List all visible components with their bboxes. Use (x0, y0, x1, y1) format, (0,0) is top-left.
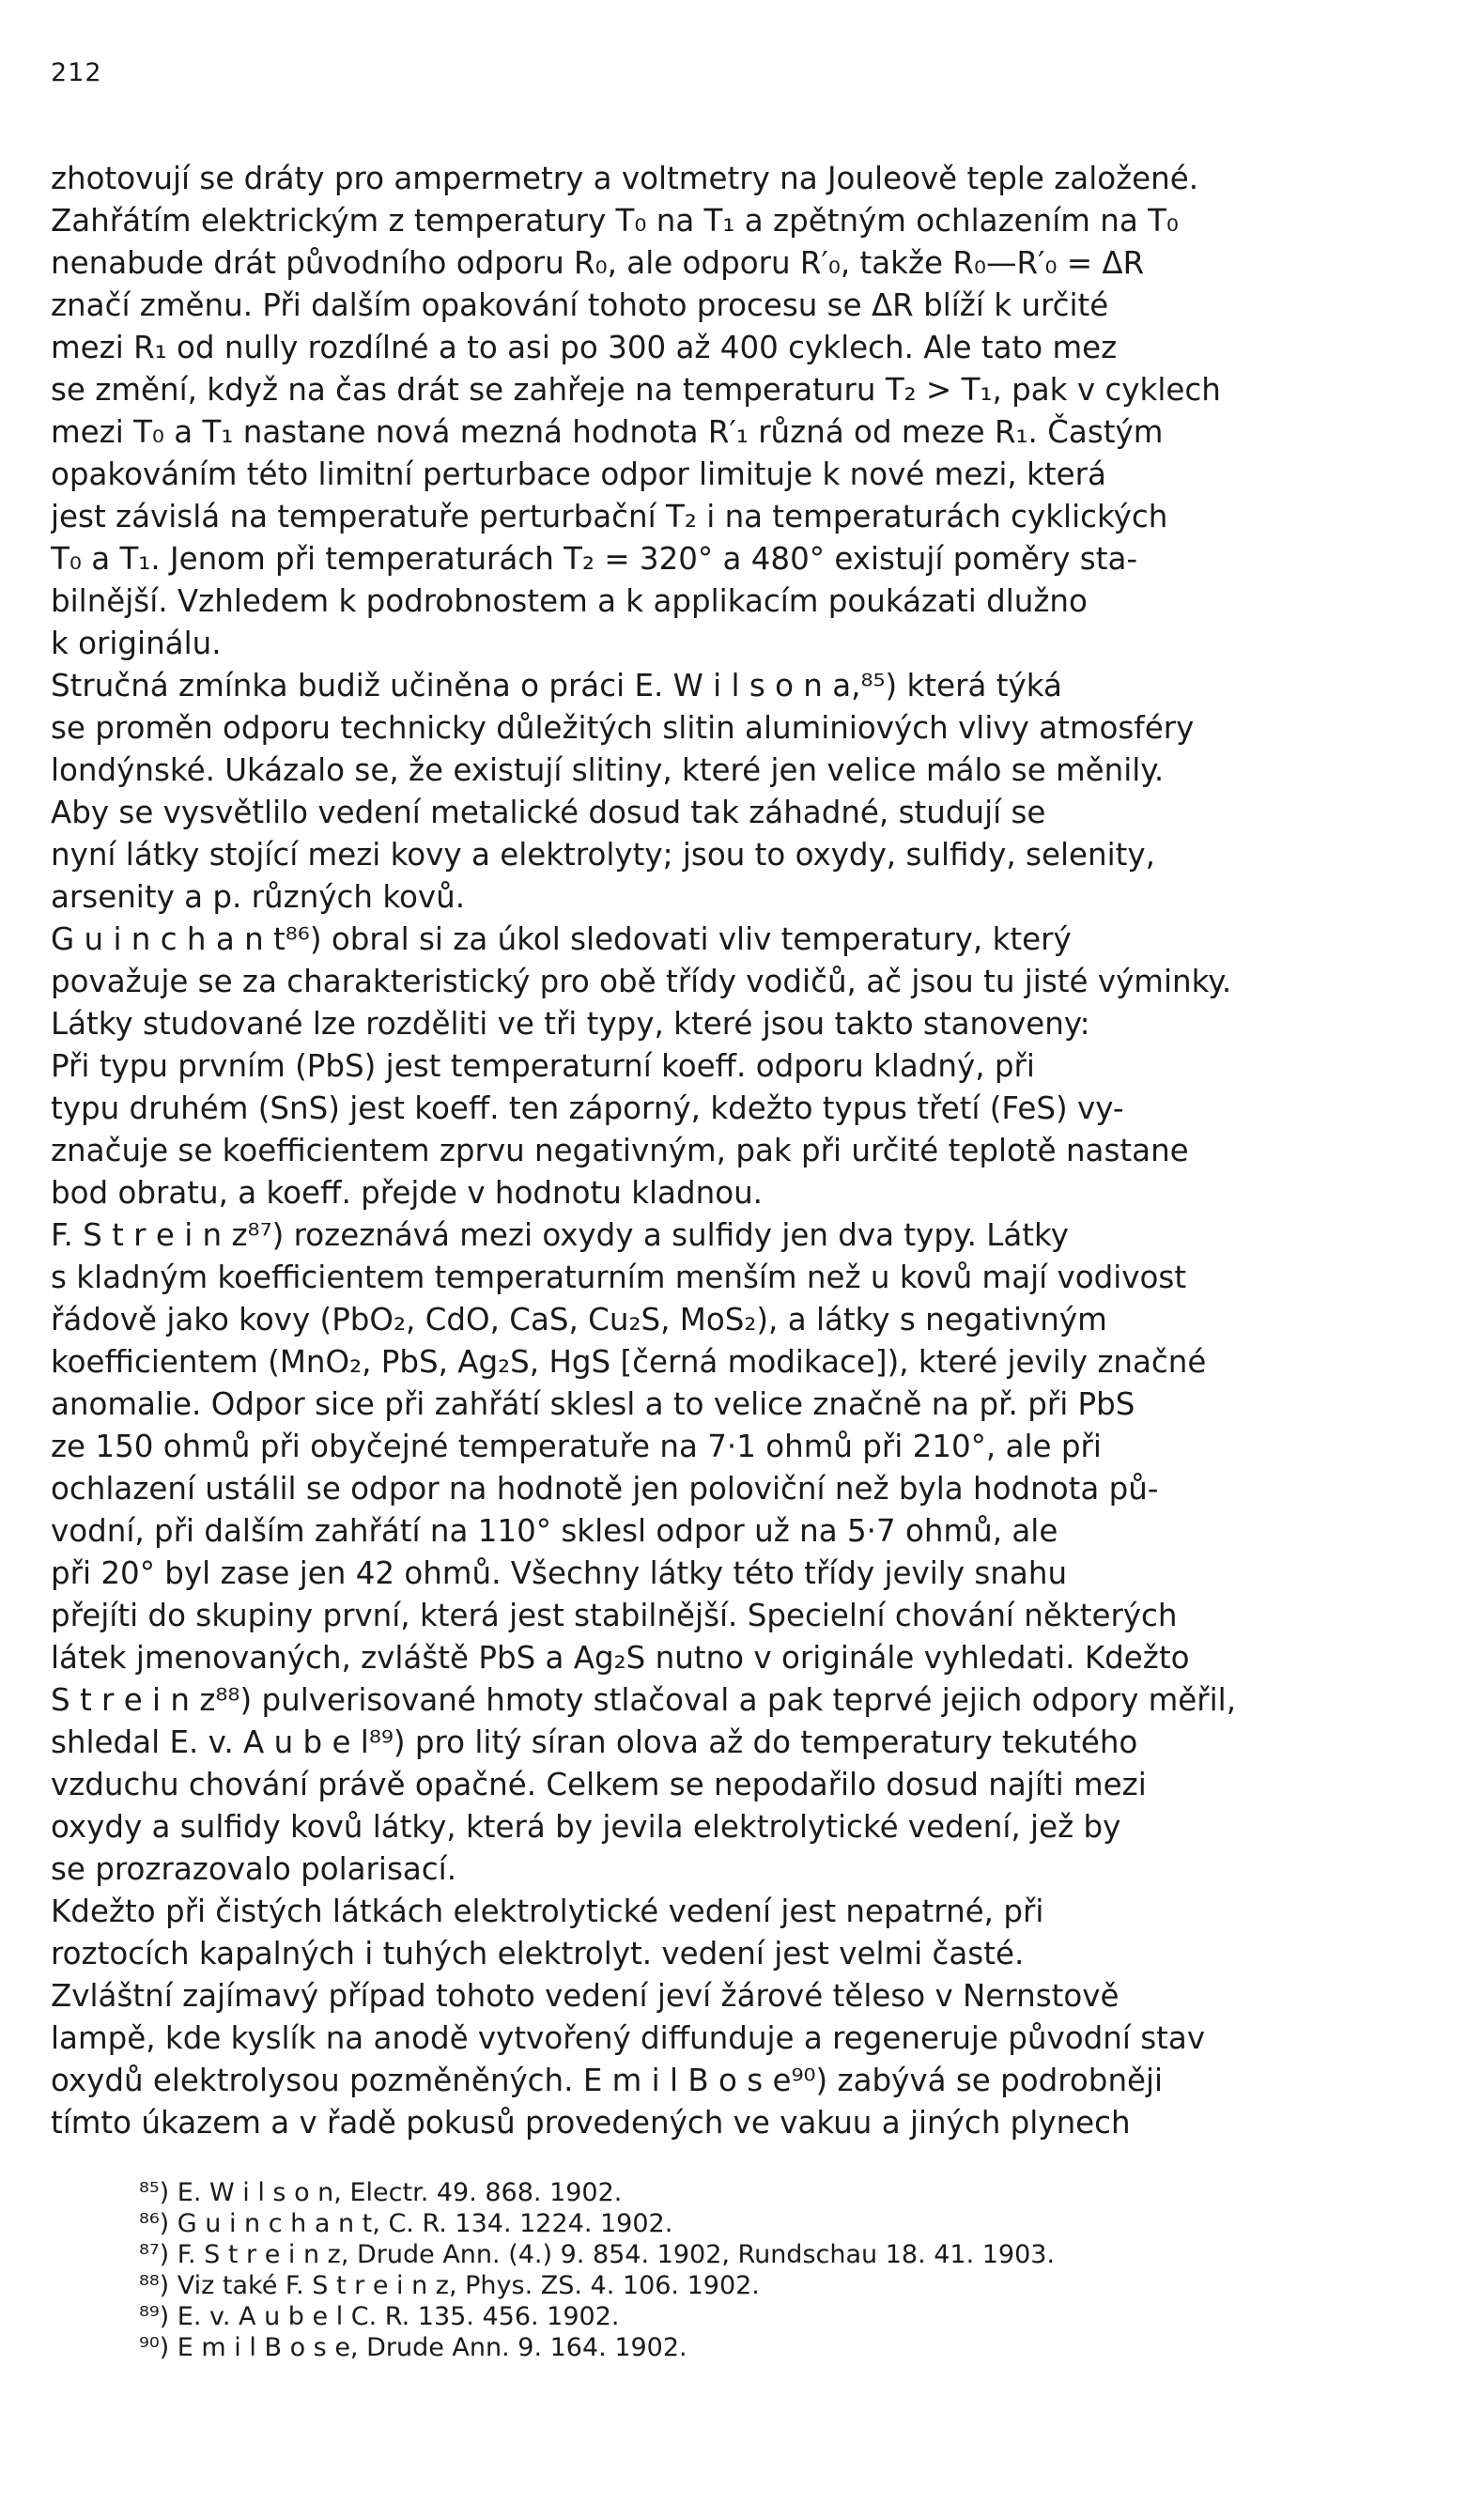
text-line: koefficientem (MnO₂, PbS, Ag₂S, HgS [černá modikace]), které jevily značné (51, 1344, 1207, 1380)
text-line: s kladným koefficientem temperaturním menším než u kovů mají vodivost (51, 1260, 1187, 1295)
text-line: zhotovují se dráty pro ampermetry a voltmetry na Jouleově teple založené. (51, 161, 1199, 196)
text-line: se změní, když na čas drát se zahřeje na temperaturu T₂ > T₁, pak v cyklech (51, 372, 1221, 408)
text-line: oxydů elektrolysou pozměněných. E m i l B o s e⁹⁰) zabývá se podrobněji (51, 2063, 1164, 2098)
text-line: mezi T₀ a T₁ nastane nová mezná hodnota R′₁ různá od meze R₁. Častým (51, 414, 1164, 450)
text-line: při 20° byl zase jen 42 ohmů. Všechny látky této třídy jevily snahu (51, 1555, 1068, 1591)
text-line: Kdežto při čistých látkách elektrolytické vedení jest nepatrné, při (51, 1894, 1044, 1929)
text-line: Aby se vysvětlilo vedení metalické dosud tak záhadné, studují se (51, 795, 1046, 830)
text-line: ochlazení ustálil se odpor na hodnotě jen poloviční než byla hodnota pů- (51, 1471, 1159, 1507)
text-line: Při typu prvním (PbS) jest temperaturní koeff. odporu kladný, při (51, 1048, 1035, 1084)
footnote: ⁸⁵) E. W i l s o n, Electr. 49. 868. 1902. (139, 2178, 623, 2207)
text-line: T₀ a T₁. Jenom při temperaturách T₂ = 320° a 480° existují poměry sta- (51, 541, 1138, 577)
text-line: bilnější. Vzhledem k podrobnostem a k applikacím poukázati dlužno (51, 583, 1088, 619)
footnote: ⁸⁹) E. v. A u b e l C. R. 135. 456. 1902. (139, 2302, 620, 2331)
text-line: anomalie. Odpor sice při zahřátí sklesl a to velice značně na př. při PbS (51, 1386, 1135, 1422)
text-line: se proměn odporu technicky důležitých slitin aluminiových vlivy atmosféry (51, 710, 1195, 746)
text-line: jest závislá na temperatuře perturbační T₂ i na temperaturách cyklických (51, 499, 1168, 534)
text-line: látek jmenovaných, zvláště PbS a Ag₂S nutno v originále vyhledati. Kdežto (51, 1640, 1190, 1676)
text-line: typu druhém (SnS) jest koeff. ten záporný, kdežto typus třetí (FeS) vy- (51, 1090, 1124, 1126)
footnote: ⁸⁶) G u i n c h a n t, C. R. 134. 1224. 1902. (139, 2209, 673, 2238)
page-number: 212 (51, 58, 102, 87)
text-line: lampě, kde kyslík na anodě vytvořený diffunduje a regeneruje původní stav (51, 2020, 1206, 2056)
text-line: nyní látky stojící mezi kovy a elektrolyty; jsou to oxydy, sulfidy, selenity, (51, 837, 1155, 873)
text-line: nenabude drát původního odporu R₀, ale odporu R′₀, takže R₀—R′₀ = ΔR (51, 245, 1145, 281)
text-line: tímto úkazem a v řadě pokusů provedených ve vakuu a jiných plynech (51, 2105, 1131, 2141)
text-line: Stručná zmínka budiž učiněna o práci E. W i l s o n a,⁸⁵) která týká (51, 668, 1062, 703)
footnotes (139, 2177, 1379, 2363)
text-line: Zahřátím elektrickým z temperatury T₀ na T₁ a zpětným ochlazením na T₀ (51, 203, 1179, 239)
text-line: Látky studované lze rozděliti ve tři typy, které jsou takto stanoveny: (51, 1006, 1090, 1042)
text-line: vzduchu chování právě opačné. Celkem se nepodařilo dosud najíti mezi (51, 1767, 1147, 1802)
text-line: značuje se koefficientem zprvu negativným, pak při určité teplotě nastane (51, 1133, 1189, 1168)
text-line: Zvláštní zajímavý případ tohoto vedení jeví žárové těleso v Nernstově (51, 1978, 1120, 2014)
text-line: roztocích kapalných i tuhých elektrolyt. vedení jest velmi časté. (51, 1936, 1025, 1971)
text-line: řádově jako kovy (PbO₂, CdO, CaS, Cu₂S, MoS₂), a látky s negativným (51, 1302, 1107, 1337)
main-text (51, 158, 1417, 2187)
text-line: k originálu. (51, 626, 222, 661)
text-line: G u i n c h a n t⁸⁶) obral si za úkol sledovati vliv temperatury, který (51, 921, 1072, 957)
text-line: S t r e i n z⁸⁸) pulverisované hmoty stlačoval a pak teprvé jejich odpory měřil, (51, 1682, 1237, 1718)
text-line: opakováním této limitní perturbace odpor limituje k nové mezi, která (51, 456, 1106, 492)
footnote: ⁸⁸) Viz také F. S t r e i n z, Phys. ZS. 4. 106. 1902. (139, 2271, 760, 2300)
text-line: arsenity a p. různých kovů. (51, 879, 466, 915)
text-line: F. S t r e i n z⁸⁷) rozeznává mezi oxydy a sulfidy jen dva typy. Látky (51, 1217, 1069, 1253)
text-line: oxydy a sulfidy kovů látky, která by jevila elektrolytické vedení, jež by (51, 1809, 1121, 1845)
text-line: ze 150 ohmů při obyčejné temperatuře na 7·1 ohmů při 210°, ale při (51, 1429, 1102, 1464)
text-line: londýnské. Ukázalo se, že existují slitiny, které jen velice málo se měnily. (51, 752, 1165, 788)
footnote: ⁹⁰) E m i l B o s e, Drude Ann. 9. 164. 1902. (139, 2333, 687, 2362)
text-line: bod obratu, a koeff. přejde v hodnotu kladnou. (51, 1175, 764, 1211)
text-line: považuje se za charakteristický pro obě třídy vodičů, ač jsou tu jisté výminky. (51, 964, 1232, 999)
text-line: značí změnu. Při dalším opakování tohoto procesu se ΔR blíží k určité (51, 287, 1109, 323)
text-line: se prozrazovalo polarisací. (51, 1851, 457, 1887)
text-line: mezi R₁ od nully rozdílné a to asi po 300 až 400 cyklech. Ale tato mez (51, 330, 1118, 365)
text-line: shledal E. v. A u b e l⁸⁹) pro litý síran olova až do temperatury tekutého (51, 1724, 1138, 1760)
footnote: ⁸⁷) F. S t r e i n z, Drude Ann. (4.) 9. 854. 1902, Rundschau 18. 41. 1903. (139, 2240, 1056, 2269)
text-line: vodní, při dalším zahřátí na 110° sklesl odpor už na 5·7 ohmů, ale (51, 1513, 1058, 1549)
text-line: přejíti do skupiny první, která jest stabilnější. Specielní chování některých (51, 1598, 1178, 1633)
